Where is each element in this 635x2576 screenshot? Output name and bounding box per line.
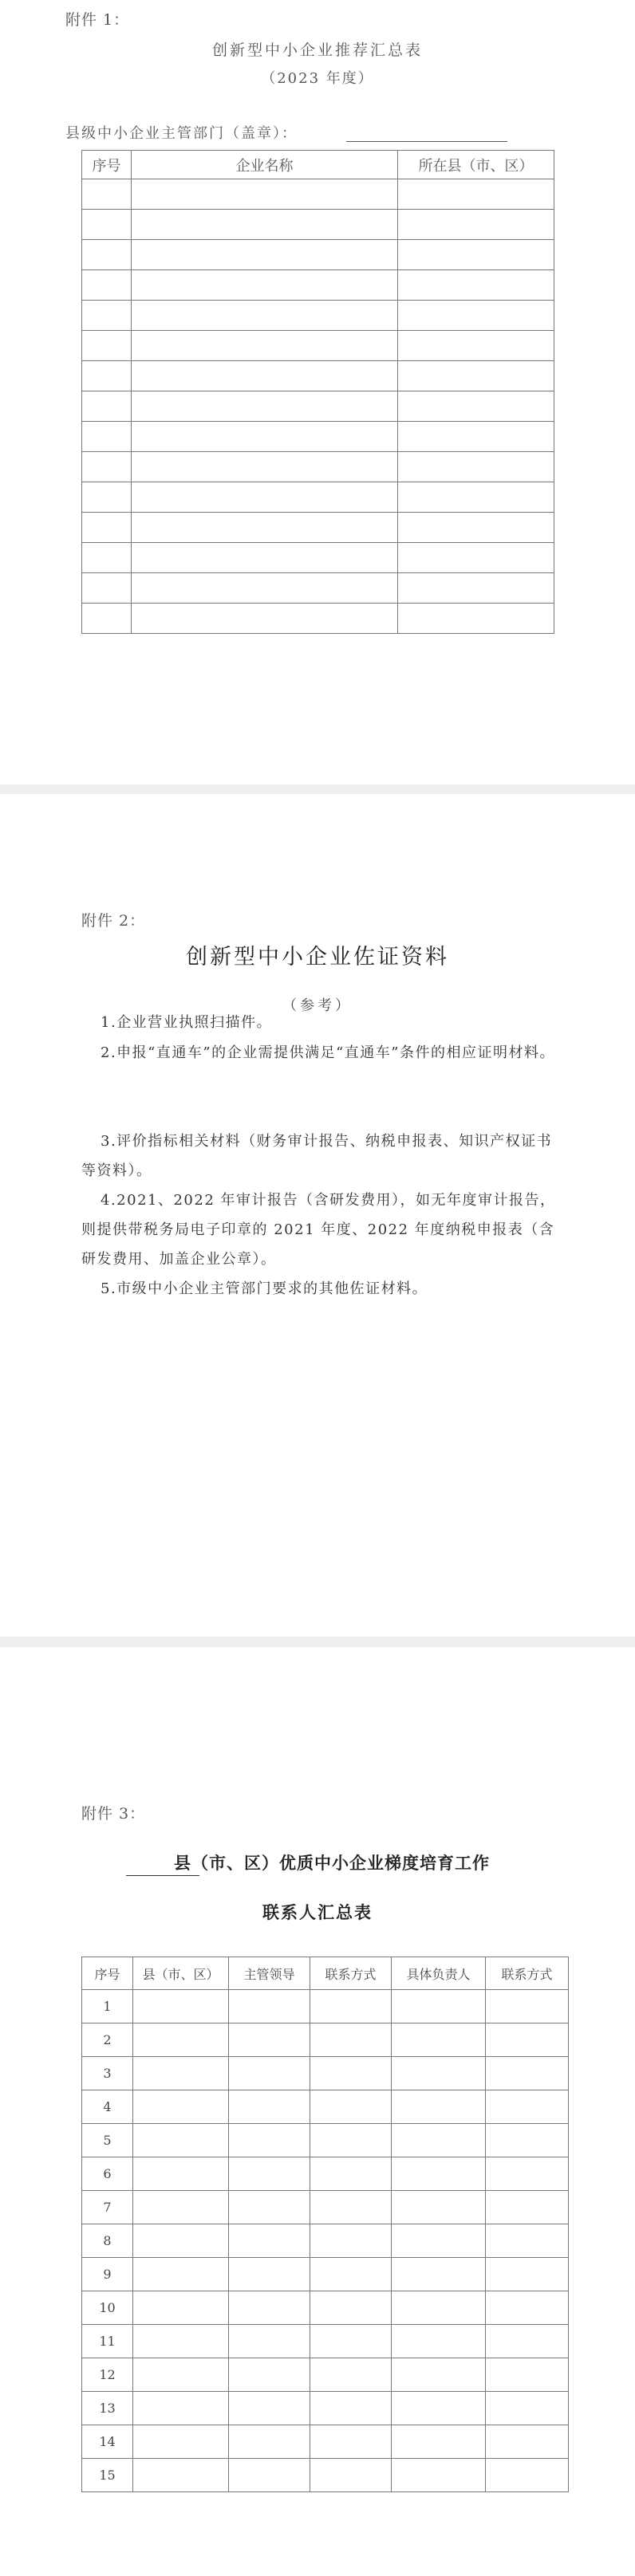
table-cell: [133, 1990, 229, 2023]
table-cell: [132, 331, 398, 361]
table-cell: [133, 2124, 229, 2157]
table-row: [82, 422, 554, 452]
table-header-row: [82, 151, 554, 179]
column-header: 具体负责人: [392, 1957, 486, 1990]
table-cell: [132, 301, 398, 331]
column-header: 企业名称: [132, 151, 398, 179]
table-cell: [132, 270, 398, 301]
table-cell: [486, 2191, 569, 2224]
table-cell: [229, 2023, 310, 2057]
table-cell: [310, 2291, 392, 2325]
column-header: 联系方式: [310, 1957, 392, 1990]
attachment-2-title: 创新型中小企业佐证资料: [186, 945, 449, 969]
table-cell: [133, 2392, 229, 2425]
table-cell: [229, 1990, 310, 2023]
table-row: [82, 482, 554, 513]
column-header: 序号: [82, 151, 132, 179]
table-cell: [398, 210, 554, 240]
table-cell: [132, 452, 398, 482]
table-cell: [398, 604, 554, 634]
table-row: [82, 1990, 569, 2023]
table-cell: [392, 2459, 486, 2492]
attachment-3-title: 县（市、区）优质中小企业梯度培育工作: [174, 1853, 490, 1873]
table-cell: [310, 2157, 392, 2191]
table-cell: [392, 1990, 486, 2023]
table-cell: [398, 301, 554, 331]
table-cell: [133, 2224, 229, 2258]
table-cell: [392, 2392, 486, 2425]
table-cell: [486, 2392, 569, 2425]
table-cell: [132, 422, 398, 452]
row-number-cell: 14: [82, 2425, 133, 2459]
attachment-1-label: 附件 1：: [65, 11, 130, 29]
table-cell: [229, 2057, 310, 2090]
column-header: 序号: [82, 1957, 133, 1990]
table-cell: [310, 2258, 392, 2291]
table-cell: [486, 2358, 569, 2392]
table-cell: [398, 361, 554, 391]
table-row: [82, 2057, 569, 2090]
table-cell: [133, 2191, 229, 2224]
table-cell: [82, 482, 132, 513]
table-cell: [229, 2090, 310, 2124]
contact-table: [81, 1957, 569, 2492]
table-row: [82, 240, 554, 270]
table-row: [82, 2291, 569, 2325]
table-cell: [133, 2023, 229, 2057]
table-cell: [392, 2124, 486, 2157]
table-cell: [486, 2291, 569, 2325]
table-cell: [398, 270, 554, 301]
dept-label: 县级中小企业主管部门（盖章）：: [65, 125, 298, 142]
table-row: [82, 179, 554, 210]
table-cell: [82, 270, 132, 301]
attachment-3-label: 附件 3：: [81, 1805, 146, 1823]
table-row: [82, 270, 554, 301]
row-number-cell: 13: [82, 2392, 133, 2425]
table-cell: [82, 240, 132, 270]
table-cell: [398, 452, 554, 482]
table-cell: [133, 2090, 229, 2124]
row-number-cell: 4: [82, 2090, 133, 2124]
table-row: [82, 2157, 569, 2191]
table-cell: [486, 2157, 569, 2191]
table-cell: [486, 2124, 569, 2157]
table-row: [82, 2090, 569, 2124]
table-cell: [229, 2124, 310, 2157]
table-cell: [229, 2191, 310, 2224]
column-header: 所在县（市、区）: [398, 151, 554, 179]
table-cell: [229, 2224, 310, 2258]
table-cell: [133, 2291, 229, 2325]
table-cell: [486, 1990, 569, 2023]
table-cell: [229, 2291, 310, 2325]
table-cell: [398, 513, 554, 543]
table-cell: [310, 2090, 392, 2124]
attachment-1-subtitle: （2023 年度）: [261, 70, 374, 87]
attachment-2-label: 附件 2：: [81, 912, 146, 930]
table-row: [82, 573, 554, 604]
table-cell: [82, 452, 132, 482]
table-cell: [82, 573, 132, 604]
table-cell: [392, 2425, 486, 2459]
row-number-cell: 1: [82, 1990, 133, 2023]
table-cell: [310, 2358, 392, 2392]
table-row: [82, 604, 554, 634]
table-cell: [229, 2459, 310, 2492]
table-cell: [486, 2090, 569, 2124]
table-cell: [398, 422, 554, 452]
table-cell: [229, 2358, 310, 2392]
table-cell: [398, 573, 554, 604]
table-cell: [398, 482, 554, 513]
table-cell: [132, 210, 398, 240]
table-cell: [310, 2023, 392, 2057]
list-item: 1.企业营业执照扫描件。: [101, 1014, 273, 1031]
table-cell: [132, 482, 398, 513]
table-cell: [310, 2191, 392, 2224]
row-number-cell: 11: [82, 2325, 133, 2358]
table-cell: [132, 240, 398, 270]
row-number-cell: 2: [82, 2023, 133, 2057]
recommendation-table: [81, 150, 554, 634]
table-cell: [132, 361, 398, 391]
table-header-row: [82, 1957, 569, 1990]
table-row: [82, 2392, 569, 2425]
table-cell: [486, 2325, 569, 2358]
table-row: [82, 2191, 569, 2224]
table-cell: [133, 2358, 229, 2392]
table-cell: [132, 573, 398, 604]
table-cell: [392, 2258, 486, 2291]
table-cell: [82, 543, 132, 573]
table-cell: [133, 2258, 229, 2291]
table-row: [82, 210, 554, 240]
table-cell: [398, 179, 554, 210]
row-number-cell: 5: [82, 2124, 133, 2157]
table-cell: [310, 2325, 392, 2358]
table-row: [82, 2325, 569, 2358]
table-cell: [133, 2425, 229, 2459]
row-number-cell: 15: [82, 2459, 133, 2492]
table-cell: [392, 2057, 486, 2090]
list-item: 4.2021、2022 年审计报告（含研发费用），如无年度审计报告，则提供带税务局电子印章的 2021 年度、2022 年度纳税申报表（含研发费用、加盖企业公章）。: [81, 1192, 556, 1268]
table-cell: [82, 422, 132, 452]
table-cell: [310, 2057, 392, 2090]
table-cell: [82, 331, 132, 361]
table-row: [82, 301, 554, 331]
table-row: [82, 2258, 569, 2291]
table-row: [82, 331, 554, 361]
table-cell: [398, 331, 554, 361]
attachment-3-title-line2: 联系人汇总表: [262, 1902, 373, 1922]
table-row: [82, 2023, 569, 2057]
table-cell: [132, 604, 398, 634]
table-cell: [486, 2057, 569, 2090]
table-cell: [82, 391, 132, 422]
table-body: [82, 179, 554, 634]
dept-fill-line: [346, 141, 507, 142]
table-cell: [392, 2023, 486, 2057]
table-row: [82, 391, 554, 422]
table-cell: [310, 2459, 392, 2492]
table-row: [82, 2124, 569, 2157]
row-number-cell: 8: [82, 2224, 133, 2258]
table-cell: [82, 361, 132, 391]
attachment-1-title: 创新型中小企业推荐汇总表: [211, 41, 423, 59]
table-cell: [486, 2258, 569, 2291]
list-item: 3.评价指标相关材料（财务审计报告、纳税申报表、知识产权证书等资料）。: [81, 1133, 553, 1179]
row-number-cell: 6: [82, 2157, 133, 2191]
table-cell: [398, 543, 554, 573]
table-cell: [392, 2157, 486, 2191]
row-number-cell: 7: [82, 2191, 133, 2224]
table-body: [82, 1990, 569, 2492]
table-cell: [132, 543, 398, 573]
attachment-2-subtitle: （参考）: [282, 997, 353, 1014]
table-cell: [486, 2023, 569, 2057]
row-number-cell: 12: [82, 2358, 133, 2392]
table-cell: [133, 2157, 229, 2191]
table-cell: [133, 2057, 229, 2090]
table-cell: [310, 2425, 392, 2459]
row-number-cell: 10: [82, 2291, 133, 2325]
table-cell: [82, 301, 132, 331]
table-cell: [398, 391, 554, 422]
table-row: [82, 361, 554, 391]
table-cell: [310, 2392, 392, 2425]
table-cell: [229, 2258, 310, 2291]
table-cell: [398, 240, 554, 270]
column-header: 联系方式: [486, 1957, 569, 1990]
table-cell: [229, 2425, 310, 2459]
table-cell: [133, 2325, 229, 2358]
column-header: 主管领导: [229, 1957, 310, 1990]
column-header: 县（市、区）: [133, 1957, 229, 1990]
table-cell: [133, 2459, 229, 2492]
table-cell: [392, 2191, 486, 2224]
table-cell: [486, 2459, 569, 2492]
table-cell: [82, 210, 132, 240]
row-number-cell: 9: [82, 2258, 133, 2291]
table-row: [82, 2358, 569, 2392]
list-item: 2.申报“直通车”的企业需提供满足“直通车”条件的相应证明材料。: [101, 1044, 555, 1061]
table-cell: [229, 2325, 310, 2358]
county-fill-line: [126, 1875, 199, 1876]
table-cell: [392, 2358, 486, 2392]
table-cell: [82, 604, 132, 634]
list-item: 5.市级中小企业主管部门要求的其他佐证材料。: [101, 1280, 428, 1297]
table-row: [82, 452, 554, 482]
table-row: [82, 513, 554, 543]
table-cell: [392, 2224, 486, 2258]
table-row: [82, 2425, 569, 2459]
table-row: [82, 2459, 569, 2492]
table-row: [82, 543, 554, 573]
table-cell: [486, 2425, 569, 2459]
table-cell: [310, 2224, 392, 2258]
row-number-cell: 3: [82, 2057, 133, 2090]
table-cell: [132, 391, 398, 422]
table-cell: [486, 2224, 569, 2258]
table-cell: [229, 2157, 310, 2191]
table-cell: [392, 2291, 486, 2325]
table-cell: [229, 2392, 310, 2425]
table-cell: [392, 2325, 486, 2358]
table-cell: [310, 2124, 392, 2157]
table-cell: [132, 179, 398, 210]
table-cell: [82, 179, 132, 210]
table-cell: [132, 513, 398, 543]
table-cell: [310, 1990, 392, 2023]
table-cell: [82, 513, 132, 543]
table-cell: [392, 2090, 486, 2124]
table-row: [82, 2224, 569, 2258]
